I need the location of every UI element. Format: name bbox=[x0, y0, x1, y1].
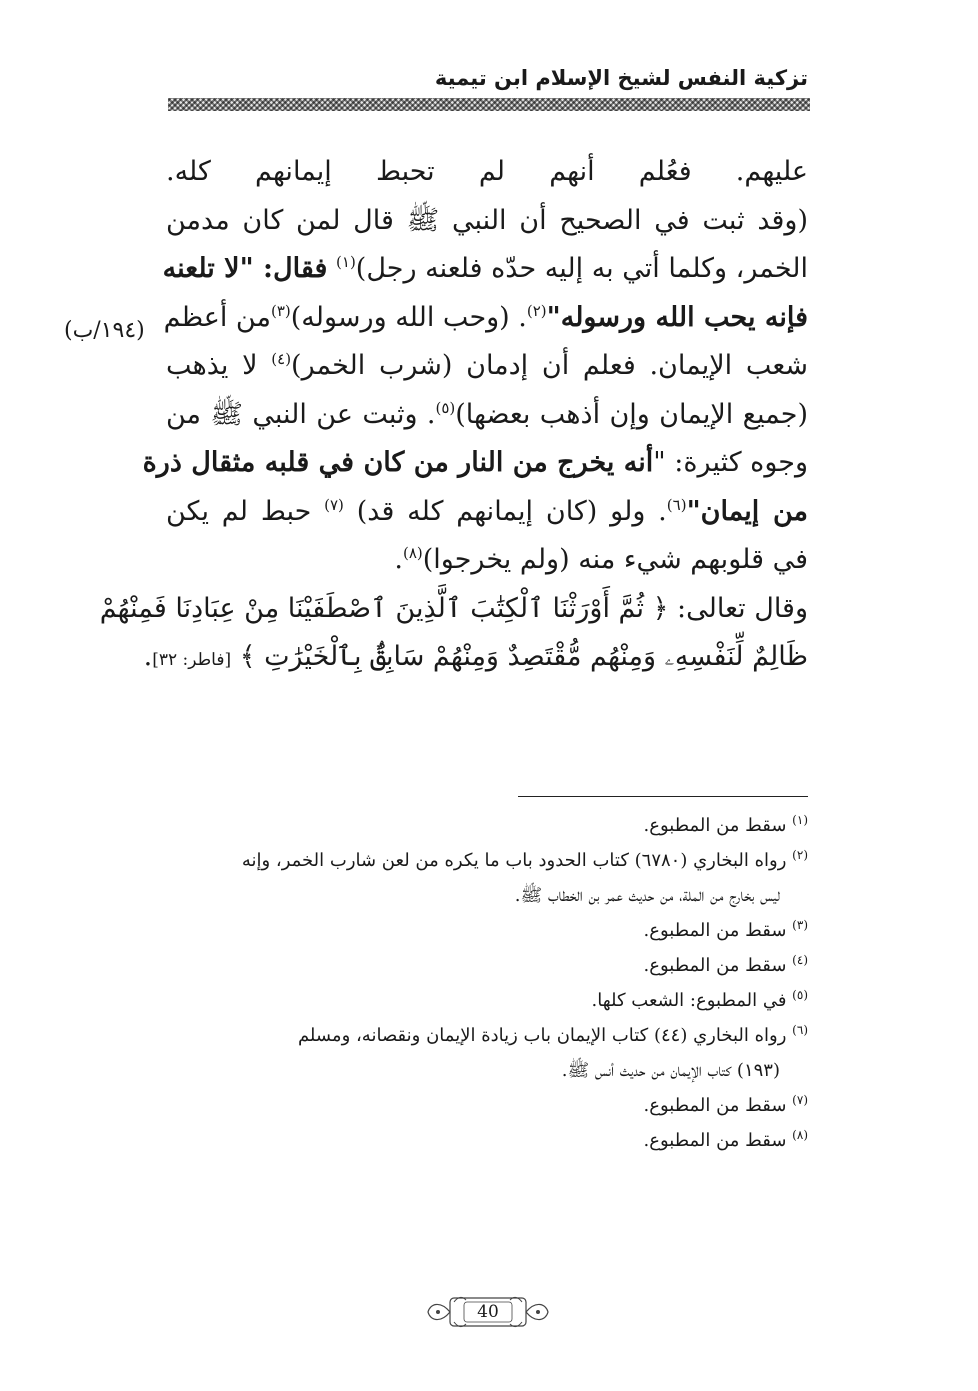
footnote-ref-7[interactable]: (٧) bbox=[324, 495, 344, 514]
text-line-6: (جميع الإيمان وإن أذهب بعضها)$^{(٥)}$. وثبت عن النبي ﷺ من bbox=[166, 398, 808, 430]
text-line-1: عليهم. فعُلم أنهم لم تحبط إيمانهم كله. bbox=[166, 156, 808, 187]
footnote-8: $^{(٨)}$ سقط من المطبوع. bbox=[643, 1128, 808, 1151]
footnote-ref-2[interactable]: (٢) bbox=[526, 301, 547, 320]
text-line-11-quran: ظَالِمٌ لِّنَفْسِهِۦ وَمِنْهُم مُّقْتَصِدٌ وَمِنْهُمْ سَابِقٌۢ بِٱلْخَيْرَٰتِ ﴾ [فاطر: ٣٢]. bbox=[143, 641, 808, 672]
footnote-ref-4[interactable]: (٤) bbox=[271, 350, 292, 368]
text-line-2: (وقد ثبت في الصحيح أن النبي ﷺ قال لمن كان مدمن bbox=[166, 204, 808, 236]
running-header: تزكية النفس لشيخ الإسلام ابن تيمية bbox=[434, 66, 808, 90]
footnote-2: $^{(٢)}$ رواه البخاري (٦٧٨٠) كتاب الحدود باب ما يكره من لعن شارب الخمر، وإنه bbox=[241, 848, 808, 871]
page-number: 40 bbox=[477, 1302, 499, 1322]
footnote-6-continued: (١٩٣) كتاب الإيمان من حديث أنس ﷺ. bbox=[561, 1060, 780, 1081]
footnote-ref-6[interactable]: (٦) bbox=[666, 495, 687, 514]
manuscript-folio-note: (١٩٤/ب) bbox=[64, 318, 145, 343]
footnote-3: $^{(٣)}$ سقط من المطبوع. bbox=[643, 918, 808, 941]
text-line-4: فإنه يحب الله ورسوله"$^{(٢)}$. (وحب الله ورسوله)$^{(٣)}$من أعظم bbox=[163, 301, 808, 333]
footnote-ref-1[interactable]: (١) bbox=[336, 253, 356, 271]
footnote-ref-8[interactable]: (٨) bbox=[402, 544, 423, 562]
footnote-1: $^{(١)}$ سقط من المطبوع. bbox=[643, 813, 808, 836]
footnote-2-continued: ليس بخارج من الملة، من حديث عمر بن الخطاب ﷺ. bbox=[514, 885, 780, 906]
footnote-6: $^{(٦)}$ رواه البخاري (٤٤) كتاب الإيمان باب زيادة الإيمان ونقصانه، ومسلم bbox=[297, 1023, 808, 1046]
footnote-4: $^{(٤)}$ سقط من المطبوع. bbox=[643, 953, 808, 976]
footnote-5: $^{(٥)}$ في المطبوع: الشعب كلها. bbox=[591, 988, 808, 1011]
text-line-10-quran: وقال تعالى: ﴿ ثُمَّ أَوْرَثْنَا ٱلْكِتَٰبَ ٱلَّذِينَ ٱصْطَفَيْنَا مِنْ عِبَادِنَا فَمِنْهُمْ bbox=[99, 592, 808, 624]
text-line-8: من إيمان"$^{(٦)}$. ولو (كان إيمانهم كله قد) $^{(٧)}$ حبط لم يكن bbox=[166, 495, 808, 527]
footnote-ref-3[interactable]: (٣) bbox=[270, 301, 291, 320]
footnote-ref-5[interactable]: (٥) bbox=[435, 398, 456, 417]
header-ornament-band bbox=[168, 98, 810, 111]
footnote-separator bbox=[518, 796, 808, 797]
text-line-7: وجوه كثيرة: "أنه يخرج من النار من كان في قلبه مثقال ذرة bbox=[142, 447, 808, 478]
footnotes bbox=[166, 808, 808, 1158]
text-line-3: الخمر، وكلما أتي به إليه حدّه فلعنه رجل)$^{(١)}$ فقال: "لا تلعنه bbox=[162, 253, 808, 284]
footnote-7: $^{(٧)}$ سقط من المطبوع. bbox=[643, 1093, 808, 1116]
text-line-5: شعب الإيمان. فعلم أن إدمان (شرب الخمر)$^{(٤)}$ لا يذهب bbox=[166, 350, 808, 381]
quran-reference: [فاطر: ٣٢] bbox=[152, 650, 232, 670]
text-line-9: في قلوبهم شيء منه (ولم يخرجوا)$^{(٨)}$. bbox=[394, 544, 808, 575]
